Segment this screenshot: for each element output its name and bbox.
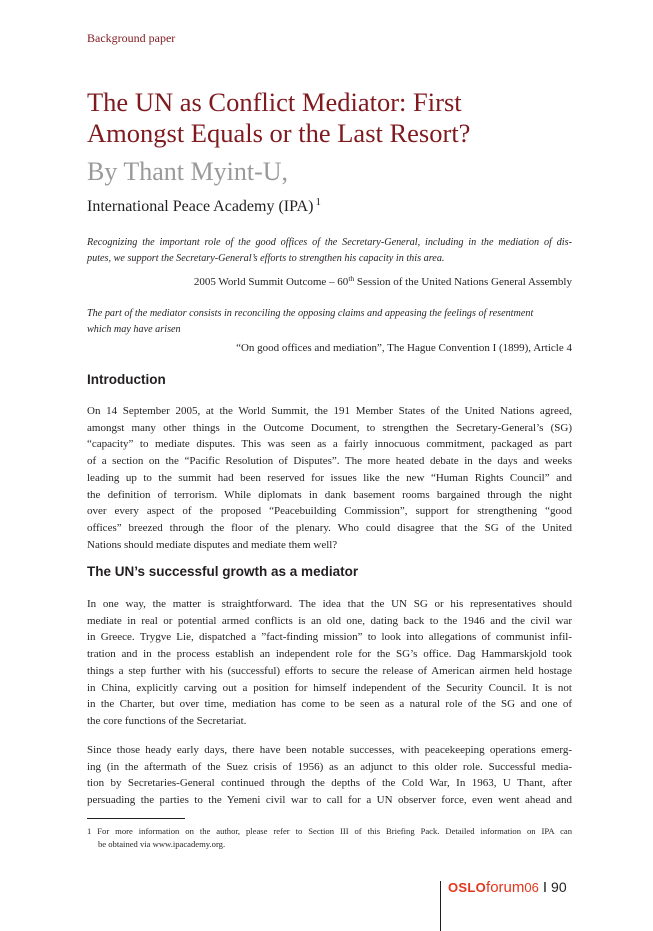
author-byline: By Thant Myint-U, (87, 157, 289, 186)
paragraph-introduction (87, 403, 572, 553)
author-affiliation (87, 196, 321, 216)
title-line-1: The UN as Conflict Mediator: First (87, 87, 462, 117)
epigraph-2-line-1: The part of the mediator consists in reconciling the opposing claims and appeasing the feelings of resentment (87, 308, 534, 319)
footer-brand (448, 879, 567, 896)
text-line: In one way, the matter is straightforward. The idea that the UN SG or his representatives should (87, 598, 572, 610)
text-line: tration and in the process establish an independent role for the SG’s office. Dag Hammarskjold took (87, 648, 572, 661)
footnote-divider (87, 818, 185, 819)
section-kicker: Background paper (87, 31, 176, 45)
text-line: things a step further with his (successful) efforts to secure the release of American airmen held hostage (87, 664, 572, 677)
heading-introduction: Introduction (87, 372, 166, 387)
brand-year: 06 (524, 880, 539, 895)
footer-divider (440, 881, 441, 931)
epigraph-2-line-2: which may have arisen (87, 324, 181, 335)
text-line: Nations should mediate disputes and mediate them well? (87, 538, 338, 551)
paragraph-growth-1 (87, 596, 572, 730)
title-line-2: Amongst Equals or the Last Resort? (87, 118, 471, 148)
text-line: mediate in real or potential armed conflicts is an old one, dating back to the 1946 and the civil war (87, 614, 572, 627)
epigraph-1-attribution (87, 274, 572, 288)
epigraph-1 (87, 235, 572, 267)
text-line: of a section on the “Pacific Resolution of Disputes”. The more heated debate in the days and weeks (87, 455, 572, 468)
text-line: in Greece. Trygve Lie, dispatched a ”fact-finding mission” to look into allegations of communist infil- (87, 631, 572, 644)
epigraph-2 (87, 306, 572, 338)
text-line: persuading the parties to the Yemeni civil war to call for a UN observer force, even went ahead and (87, 794, 572, 807)
epigraph-2-attribution: “On good offices and mediation”, The Hague Convention I (1899), Article 4 (236, 342, 572, 354)
brand-forum: forum (486, 879, 525, 896)
text-line: “capacity” to mediate disputes. This was seen as a fairly innocuous commitment, packaged as part (87, 438, 572, 451)
footnote-line-2: be obtained via www.ipacademy.org. (98, 838, 226, 849)
text-line: over every aspect of the proposed “Peacebuilding Commission”, support for strengthening “good (87, 505, 572, 518)
paragraph-growth-2 (87, 742, 572, 809)
text-line: ing (in the aftermath of the Suez crisis of 1956) as an adjunct to this older role. Successful media- (87, 760, 572, 773)
heading-growth-as-mediator: The UN’s successful growth as a mediator (87, 564, 359, 579)
attribution-1-post: Session of the United Nations General Assembly (354, 276, 572, 288)
footer-separator: I (542, 879, 548, 896)
affiliation-text: International Peace Academy (IPA) (87, 198, 314, 215)
text-line: offices” breezed through the floor of the plenary. Who could disagree that the SG of the United (87, 521, 572, 534)
text-line: the definition of terrorism. While diplomats in dank basement rooms bargained through the night (87, 488, 572, 501)
text-line: in the Charter, but over time, mediation has come to be seen as a natural role of the SG and one of (87, 698, 572, 711)
brand-oslo: OSLO (448, 880, 487, 895)
attribution-1-sup: th (348, 274, 355, 283)
epigraph-1-line-2: putes, we support the Secretary-General’s efforts to strengthen his capacity in this area. (87, 253, 445, 264)
text-line: leading up to the summit had been reserved for issues like the new “Human Rights Council” and (87, 471, 572, 484)
text-line: amongst many other things in the Outcome Document, to strengthen the Secretary-General’s (SG) (87, 421, 572, 434)
footnote (87, 825, 572, 850)
footnote-line-1: 1 For more information on the author, please refer to Section III of this Briefing Pack. Detailed information on IPA can (87, 826, 572, 836)
page-title (87, 87, 587, 149)
page-number: 90 (551, 879, 567, 895)
text-line: tion by Secretaries-General continued through the depths of the Cold War, In 1963, U Thant, after (87, 777, 572, 790)
text-line: the core functions of the Secretariat. (87, 714, 247, 727)
attribution-1-pre: 2005 World Summit Outcome – 60 (193, 276, 349, 288)
epigraph-1-line-1: Recognizing the important role of the good offices of the Secretary-General, including in the mediation of dis- (87, 237, 572, 248)
footnote-ref: 1 (315, 196, 321, 208)
text-line: in China, explicitly carving out a position for himself independent of the Security Council. It is not (87, 681, 572, 694)
text-line: On 14 September 2005, at the World Summit, the 191 Member States of the United Nations agreed, (87, 405, 572, 417)
text-line: Since those heady early days, there have been notable successes, with peacekeeping operations emerg- (87, 744, 572, 756)
